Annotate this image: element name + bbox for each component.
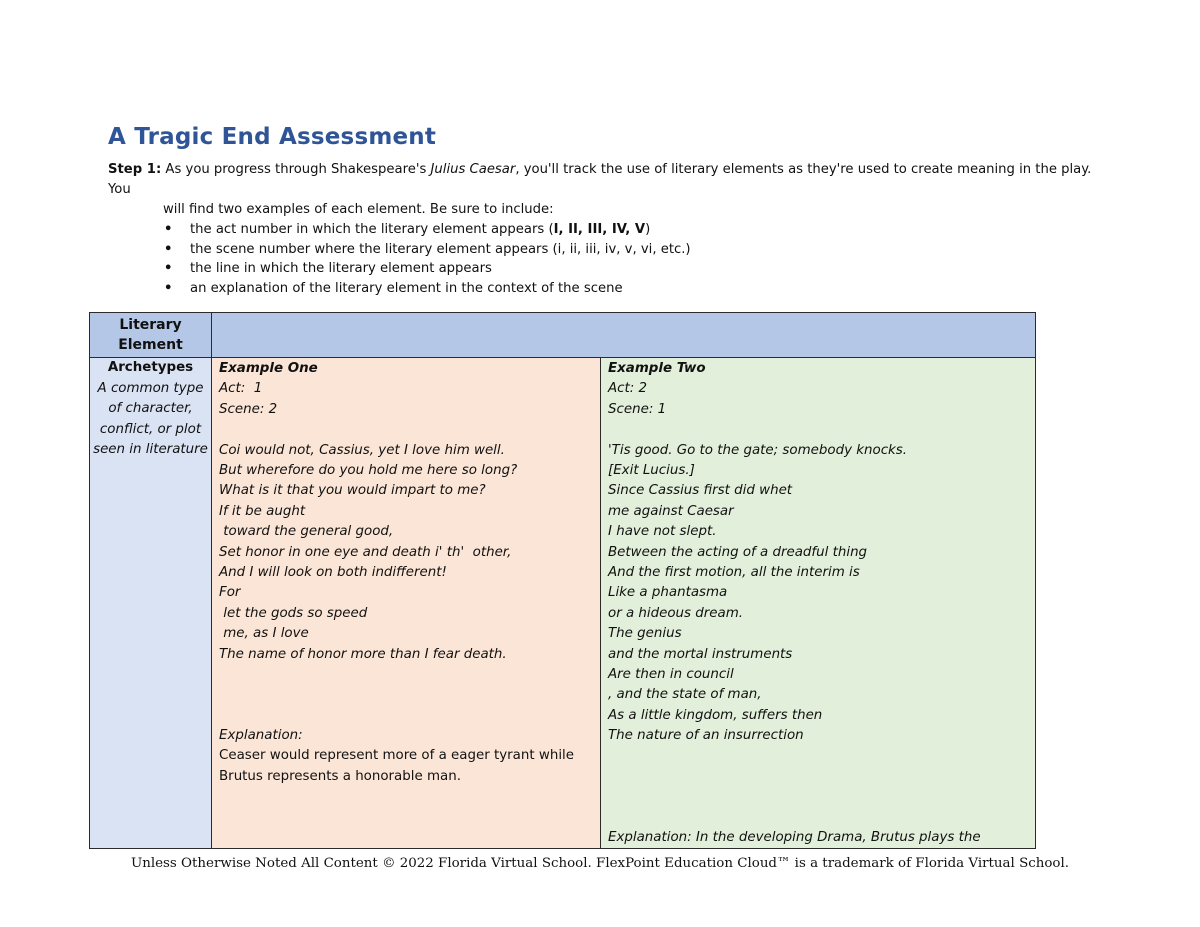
quote-line: , and the state of man,	[608, 687, 762, 703]
element-cell	[90, 358, 212, 849]
quote-line: But wherefore do you hold me here so long?	[219, 463, 518, 479]
example-one-cell	[212, 358, 601, 849]
list-item: • the scene number where the literary element appears (i, ii, iii, iv, v, vi, etc.)	[164, 240, 1108, 260]
quote-line: As a little kingdom, suffers then	[608, 707, 823, 723]
list-item: • the line in which the literary element appears	[164, 259, 1108, 279]
table-row	[90, 358, 1036, 849]
step-instructions	[108, 160, 1108, 298]
step-label: Step 1:	[108, 162, 162, 177]
quote-line: Are then in council	[608, 667, 734, 683]
example-one-heading: Example One	[219, 361, 318, 376]
requirements-list	[108, 220, 1108, 298]
quote-line: Like a phantasma	[608, 585, 728, 601]
example-two-scene: Scene: 1	[608, 401, 667, 417]
quote-line: toward the general good,	[219, 524, 394, 540]
step-text-b: , you'll track the use of literary elements as they're used to create meaning in the play. You	[108, 162, 1092, 197]
page-title: A Tragic End Assessment	[108, 124, 437, 150]
quote-line: Between the acting of a dreadful thing	[608, 544, 868, 560]
quote-line: me against Caesar	[608, 503, 734, 519]
example-two-act: Act: 2	[608, 381, 648, 397]
list-item: • the act number in which the literary element appears (I, II, III, IV, V)	[164, 220, 1108, 240]
example-one-scene: Scene: 2	[219, 401, 278, 417]
quote-line: I have not slept.	[608, 524, 717, 540]
example-one-act: Act: 1	[219, 381, 263, 397]
example-one-explanation: Ceaser would represent more of a eager tyrant while Brutus represents a honorable man.	[219, 748, 574, 784]
quote-line: let the gods so speed	[219, 605, 368, 621]
quote-line: Set honor in one eye and death i' th' other,	[219, 544, 512, 560]
step-text-c: will find two examples of each element. Be sure to include:	[163, 202, 554, 217]
example-two-explanation: Explanation: In the developing Drama, Brutus plays the	[608, 829, 981, 845]
copyright-footer: Unless Otherwise Noted All Content © 2022 Florida Virtual School. FlexPoint Education Cloud™ is a trademark of Florida Virtual School.	[130, 856, 1070, 871]
quote-line: 'Tis good. Go to the gate; somebody knocks.	[608, 442, 908, 458]
step-text-a: As you progress through Shakespeare's	[161, 162, 431, 177]
quote-line: The name of honor more than I fear death.	[219, 646, 507, 662]
quote-line: For	[219, 585, 241, 601]
quote-line: The genius	[608, 626, 682, 642]
table-header-row	[90, 313, 1036, 358]
header-blank	[212, 313, 1036, 358]
quote-line: If it be aught	[219, 503, 306, 519]
play-title: Julius Caesar	[430, 162, 516, 177]
literary-elements-table	[89, 312, 1036, 849]
quote-line: The nature of an insurrection	[608, 728, 804, 744]
example-two-heading: Example Two	[608, 361, 706, 376]
example-two-cell	[601, 358, 1036, 849]
example-one-explanation-label: Explanation:	[219, 728, 303, 744]
quote-line: And I will look on both indifferent!	[219, 565, 447, 581]
element-name: Archetypes	[107, 360, 194, 375]
list-item: • an explanation of the literary element in the context of the scene	[164, 279, 1108, 299]
element-description: A common type of character, conflict, or plot seen in literature	[93, 380, 208, 457]
quote-line: [Exit Lucius.]	[608, 463, 695, 479]
header-literary-element: Literary Element	[90, 313, 212, 358]
quote-line: Since Cassius first did whet	[608, 483, 793, 499]
quote-line: or a hideous dream.	[608, 605, 744, 621]
quote-line: What is it that you would impart to me?	[219, 483, 486, 499]
quote-line: And the first motion, all the interim is	[608, 565, 860, 581]
quote-line: me, as I love	[219, 626, 309, 642]
quote-line: and the mortal instruments	[608, 646, 793, 662]
quote-line: Coi would not, Cassius, yet I love him well.	[219, 442, 505, 458]
